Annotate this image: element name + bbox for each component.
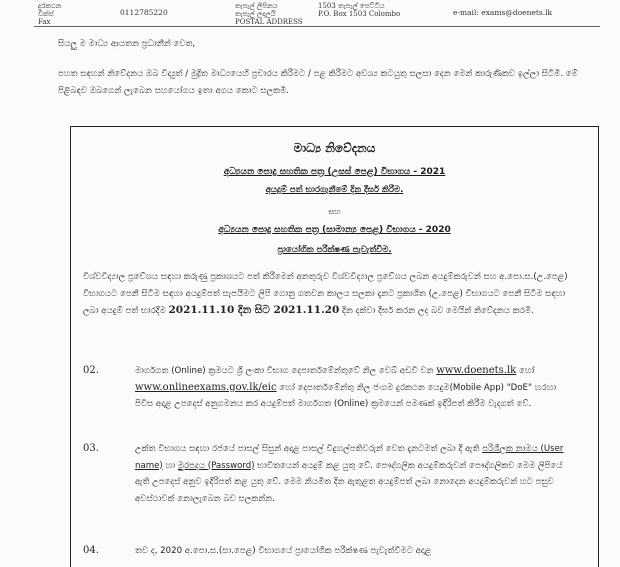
notice-heading-ol: අධ්‍යයන පොදු සහතික පත්‍ර (සාමාන්‍ය පෙළ) විභාගය - 2020 bbox=[218, 225, 451, 235]
notice-paragraph-3 bbox=[135, 441, 575, 507]
p3-text-mid: හා bbox=[165, 460, 176, 471]
user-name-term: පරිශීලක නාමය (User name) bbox=[135, 444, 564, 471]
postal-address: 1503 තැපැල් පෙට්ටිය P.O. Box 1503 Colombo bbox=[318, 2, 401, 18]
media-notice-box bbox=[70, 126, 599, 567]
phone-number: 0112785220 bbox=[120, 8, 168, 17]
p2-text-a: මාර්ගගත (Online) ක්‍රමයට ශ්‍රී ලංකා විභාග දෙපාර්තමේන්තුවේ නිල වෙබ් අඩවි වන bbox=[135, 366, 434, 376]
notice-paragraph-4: තව ද, 2020 අ.පො.ස.(සා.පෙළ) විභාගයේ ප්‍රායෝගික පරීක්ෂණ පැවැත්වීමට අදාළ bbox=[135, 546, 432, 556]
notice-conjunction: සහ bbox=[328, 207, 341, 216]
paragraph-number-03: 03. bbox=[83, 443, 99, 454]
notice-title: මාධ්‍ය නිවේදනය bbox=[293, 141, 376, 155]
greeting: සියලු ම මාධ්‍ය ආයතන ප්‍රධානීන් වෙත, bbox=[58, 39, 196, 49]
doenets-link[interactable]: www.doenets.lk bbox=[436, 365, 517, 376]
p1-text-b: දින දක්වා දීර්ඝ කරන ලද බව මෙයින් නිවේදනය කරමි. bbox=[342, 306, 534, 316]
email-address: e-mail: exams@doenets.lk bbox=[453, 8, 553, 17]
contact-labels: දුරකථන වික්ස් Fax bbox=[38, 2, 62, 26]
p2-text-mid: හෝ bbox=[518, 366, 535, 376]
p2-text-b: හෝ දෙපාර්තමේන්තු නිල ජංගම දුරකථන යෙදුම(Mobile App) "DoE" හරහා පිවිස අදාළ උපදෙස් අනුගමනය කර අයදුම්පත් මාර්ගගත (Online) ක්‍රමයෙන් පමණක් ඉදිරිපත් කිරීම වැදගත් වේ. bbox=[135, 382, 557, 409]
notice-paragraph-1 bbox=[83, 269, 573, 320]
application-dates: 2021.11.10 දින සිට 2021.11.20 bbox=[168, 304, 340, 316]
intro-paragraph: පහත සඳහන් නිවේදනය ඔබ විද්‍යුත් / මුද්‍රිත මාධ්‍යයෙහි ප්‍රචාරය කිරීමට / පළ කිරීමට අවශ්‍ය කටයුතු සලසා දෙන මෙන් කාරුණිකව ඉල්ලා සිටිමි. මේ පිළිබඳව ඔබගෙන් ලැබෙන සහයෝගය ඉතා අගය කොට සලකමි. bbox=[58, 69, 578, 96]
p1-text-a: විශ්වවිද්‍යාල ප්‍රවේශය සඳහා කරුණු ප්‍රකාශයට පත් කිරීමෙන් අනතුරුව විශ්වවිද්‍යාල ප්‍රවේශය ලබන අයදුම්කරුවන් සහ අ.පො.ස.(උ.පෙළ) විභාගයට පෙනී සිටීම සඳහා අයදුම්පත් සැපයීමට ලිපි ගොනු ගතවන කාලය සලකා දැනට ප්‍රකාශිත (උ.පෙළ) විභාගයට පෙනී සිටීම සඳහා ලබා අයදුම් පත් භාරදීම bbox=[83, 272, 568, 316]
onlineexams-link[interactable]: www.onlineexams.gov.lk/eic bbox=[135, 381, 277, 393]
password-term: මුරපදය (Password) bbox=[177, 460, 255, 471]
notice-paragraph-2 bbox=[135, 363, 575, 413]
letterhead bbox=[0, 0, 620, 26]
p3-text-b: භාවිතයෙන් අයදුම් කළ යුතු වේ. පෞද්ගලික අයදුම්කරුවන් පෞද්ගලිකව මෙම ලිපියේ ඇති උපදෙස් අනුව ඉදිරිපත් කළ යුතු වේ. මෙම නියමිත දින ඇතුළත අයදුම්පත් ලබා නොදෙන අයදුම්කරුවන් හට පසුව අවස්ථාවක් නොලැබෙන බව සලකන්න. bbox=[135, 460, 563, 504]
p3-text-a: උක්ත විභාගය සඳහා රජයේ පාසල් සිසුන් අදාළ පාසල් විදුහල්පතිවරුන් වෙත දැනටමත් ලබා දී ඇති bbox=[135, 444, 480, 454]
notice-heading-al: අධ්‍යයන පොදු සහතික පත්‍ර (උසස් පෙළ) විභාගය - 2021 bbox=[223, 167, 446, 177]
notice-subheading-ol: ප්‍රායෝගික පරීක්ෂණ පැවැත්වීම. bbox=[277, 245, 392, 255]
address-label: තැපැල් ලිපිනය තැපැල් ලදාලයි POSTAL ADDRESS bbox=[235, 2, 303, 26]
letterhead-divider bbox=[34, 26, 600, 27]
notice-subheading-al: අයදුම් පත් භාරගැනීමේ දින දීර්ඝ කිරීම. bbox=[265, 185, 404, 195]
paragraph-number-02: 02. bbox=[83, 365, 99, 376]
paragraph-number-04: 04. bbox=[83, 545, 99, 556]
